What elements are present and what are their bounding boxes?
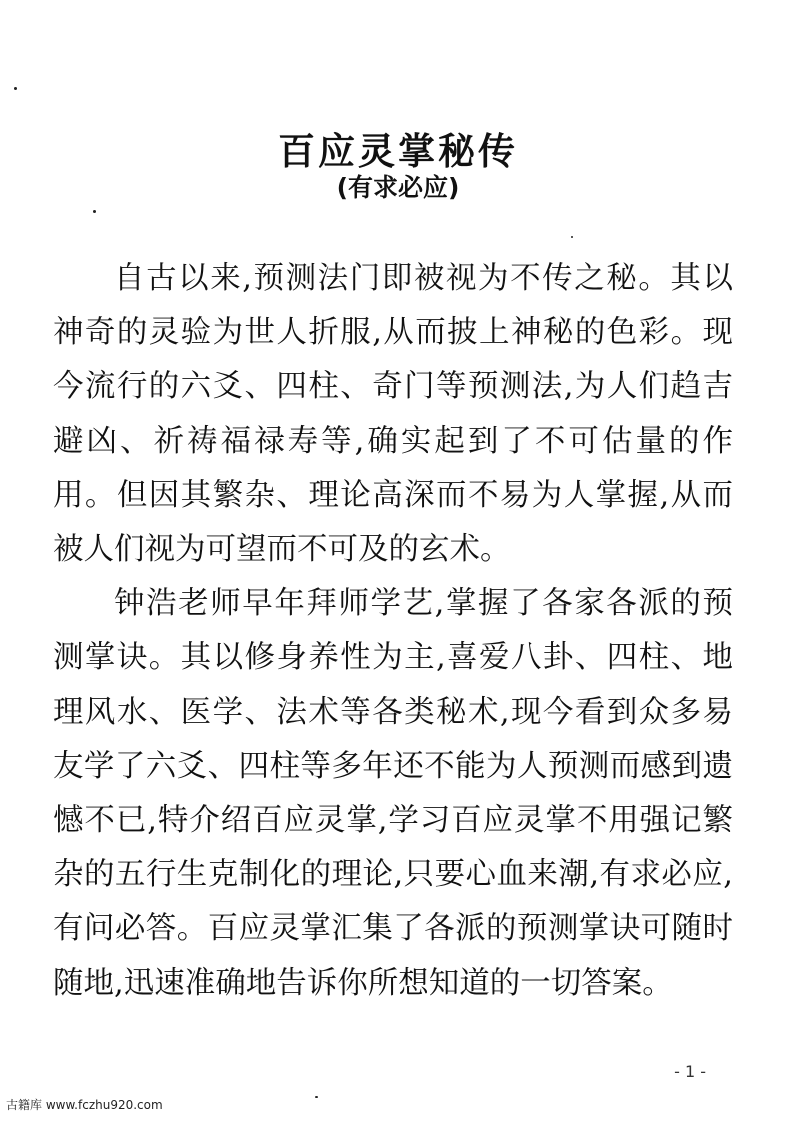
body-text: [53, 252, 733, 1011]
scan-speck: [315, 1096, 318, 1098]
scan-speck: [93, 210, 96, 213]
scan-speck: [14, 87, 17, 90]
watermark-site-name: 古籍库: [6, 1098, 43, 1112]
page-number: - 1 -: [674, 1062, 706, 1081]
watermark-url: www.fczhu920.com: [45, 1098, 163, 1112]
paragraph: 自古以来,预测法门即被视为不传之秘。其以神奇的灵验为世人折服,从而披上神秘的色彩。现今流行的六爻、四柱、奇门等预测法,为人们趋吉避凶、祈祷福禄寿等,确实起到了不可估量的作用。但因其繁杂、理论高深而不易为人掌握,从而被人们视为可望而不可及的玄术。: [53, 261, 733, 568]
watermark: [6, 1096, 163, 1113]
page-subtitle: (有求必应): [336, 173, 460, 202]
paragraph: 钟浩老师早年拜师学艺,掌握了各家各派的预测掌诀。其以修身养性为主,喜爱八卦、四柱、地理风水、医学、法术等各类秘术,现今看到众多易友学了六爻、四柱等多年还不能为人预测而感到遗憾不已,特介绍百应灵掌,学习百应灵掌不用强记繁杂的五行生克制化的理论,只要心血来潮,有求必应,有问必答。百应灵掌汇集了各派的预测掌诀可随时随地,迅速准确地告诉你所想知道的一切答案。: [53, 586, 733, 1001]
scan-speck: [571, 236, 573, 238]
page-title: 百应灵掌秘传: [278, 129, 518, 173]
